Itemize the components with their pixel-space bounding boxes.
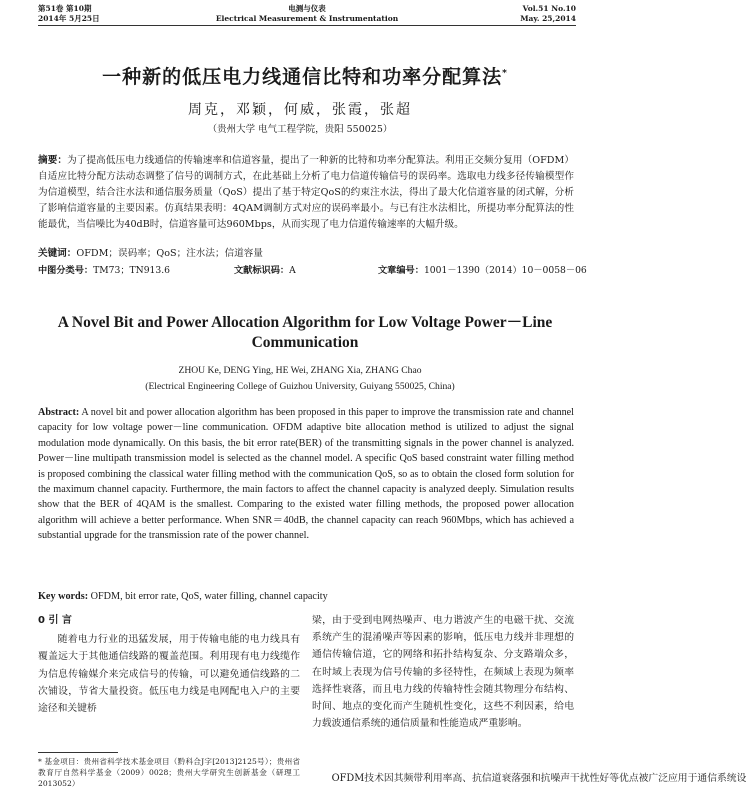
section-heading-intro: 0 引 言 bbox=[38, 615, 72, 626]
affiliation-en: (Electrical Engineering College of Guizhou University, Guiyang 550025, China) bbox=[145, 381, 455, 392]
header-volume-line: 第51卷 第10期 bbox=[38, 4, 92, 13]
abstract-en bbox=[38, 405, 574, 591]
abstract-cn-label: 摘要： bbox=[38, 155, 68, 166]
keywords-en bbox=[38, 591, 574, 602]
header-date-line: 2014年 5月25日 bbox=[38, 14, 100, 23]
article-no-label: 文章编号： bbox=[378, 265, 424, 276]
header-journal-cn: 电测与仪表 bbox=[288, 4, 326, 13]
header-rule bbox=[38, 25, 576, 26]
class-value: TM73；TN913.6 bbox=[93, 265, 171, 276]
keywords-en-text: OFDM, bit error rate, QoS, water filling, channel capacity bbox=[90, 591, 328, 602]
keywords-en-label: Key words: bbox=[38, 591, 89, 602]
authors-en: ZHOU Ke, DENG Ying, HE Wei, ZHANG Xia, ZHANG Chao bbox=[178, 365, 422, 376]
abstract-en-label: Abstract: bbox=[38, 407, 80, 418]
body-column-left bbox=[38, 612, 300, 734]
header-volume-en bbox=[520, 4, 576, 24]
intro-paragraph-left: 随着电力行业的迅猛发展，用于传输电能的电力线具有覆盖远大于其他通信线路的覆盖范围。利用现有电力线缆作为信息传输媒介来完成信号的传输，可以避免通信线路的二次铺设，节省大量投资。低压电力线是电网配电入户的主要途径和关键桥 bbox=[38, 634, 300, 715]
header-journal bbox=[38, 4, 576, 24]
funding-footnote: * 基金项目：贵州省科学技术基金项目（黔科合J字[2013]2125号）；贵州省教育厅自然科学基金（2009）0028；贵州大学研究生创新基金（研理工2013052） bbox=[38, 757, 300, 788]
title-en-line1: A Novel Bit and Power Allocation Algorithm for Low Voltage Power－Line bbox=[57, 314, 553, 331]
body-column-right bbox=[312, 612, 574, 748]
intro-paragraph-right-next: OFDM技术因其频带利用率高、抗信道衰落强和抗噪声干扰性好等优点被广泛应用于通信系统设 bbox=[331, 773, 746, 784]
abstract-en-text: A novel bit and power allocation algorithm has been proposed in this paper to improve the transmission rate and channel capacity for low voltage power－line communication. OFDM adaptive bite allocation method is utilized to adjust the signal modulation mode dynamically. On this basis, the bit error rate(BER) of the transmitting signals in the power channel is analyzed. Power－line multipath transmission model is selected as the channel model. A specific QoS based constraint water filling method is proposed combining the classical water filling method with the communication QoS, so as to obtain the closed form solution for the maximum channel capacity. Furthermore, the main factors to affect the channel capacity is analyzed deeply. Simulation results show that the BER of 4QAM is the smallest. Comparing to the existed water filling methods, the proposed power allocation algorithm will achieve a better performance. When SNR＝40dB, the channel capacity can reach 960Mbps, which has achieved a substantial upgrade for the transmission rate of the power channel. bbox=[38, 407, 575, 542]
keywords-cn-label: 关键词： bbox=[38, 248, 77, 259]
abstract-cn-text: 为了提高低压电力线通信的传输速率和信道容量，提出了一种新的比特和功率分配算法。利用正交频分复用（OFDM）自适应比特分配方法动态调整了信号的调制方式，在此基础上分析了电力信道传输信号的误码率。选取电力线多径传输模型作为信道模型，结合注水法和通信服务质量（QoS）提出了基于特定QoS的约束注水法，得出了最大化信道容量的闭式解，分析了影响信道容量的主要因素。仿真结果表明：4QAM调制方式对应的误码率最小。与已有注水法相比，所提功率分配算法的性能最优，当信噪比为40dB时，信道容量可达960Mbps，从而实现了电力信道传输速率的大幅升级。 bbox=[38, 155, 574, 230]
header-date-en-line: May. 25,2014 bbox=[520, 14, 576, 23]
keywords-cn-text: OFDM；误码率；QoS；注水法；信道容量 bbox=[76, 248, 263, 259]
authors-cn: 周克，邓颖，何威，张霞，张超 bbox=[188, 102, 412, 118]
footnote-rule bbox=[38, 752, 118, 753]
doc-code-value: A bbox=[289, 265, 296, 276]
title-footnote-mark: * bbox=[502, 68, 508, 79]
title-en-line2: Communication bbox=[251, 334, 359, 351]
keywords-cn bbox=[38, 246, 574, 262]
paper-title-cn bbox=[30, 62, 580, 89]
intro-paragraph-right: 梁，由于受到电网热噪声、电力谐波产生的电磁干扰、交流系统产生的混淆噪声等因素的影响，低压电力线并非理想的通信传输信道，它的网络和拓扑结构复杂、分支路端众多，在时域上表现为信号传输的多径特性，在频域上表现为频率选择性衰落，而且电力线的传输特性会随其物理分布结构、时间、地点的变化而产生随机性变化，这些不利因素，给电力载波通信系统的通信质量和性能造成严重影响。 bbox=[312, 615, 574, 730]
paper-title-en bbox=[30, 313, 580, 353]
class-label: 中图分类号： bbox=[38, 265, 94, 276]
classification-line bbox=[38, 262, 587, 278]
running-header bbox=[38, 4, 576, 26]
header-journal-en: Electrical Measurement & Instrumentation bbox=[215, 14, 399, 23]
affiliation-cn: （贵州大学 电气工程学院，贵阳 550025） bbox=[207, 124, 393, 135]
doc-code-label: 文献标识码： bbox=[234, 265, 290, 276]
article-no-value: 1001－1390（2014）10－0058－06 bbox=[423, 265, 587, 276]
abstract-cn bbox=[38, 153, 574, 249]
title-cn-text: 一种新的低压电力线通信比特和功率分配算法 bbox=[102, 66, 503, 88]
header-vol-en-line: Vol.51 No.10 bbox=[522, 4, 576, 13]
